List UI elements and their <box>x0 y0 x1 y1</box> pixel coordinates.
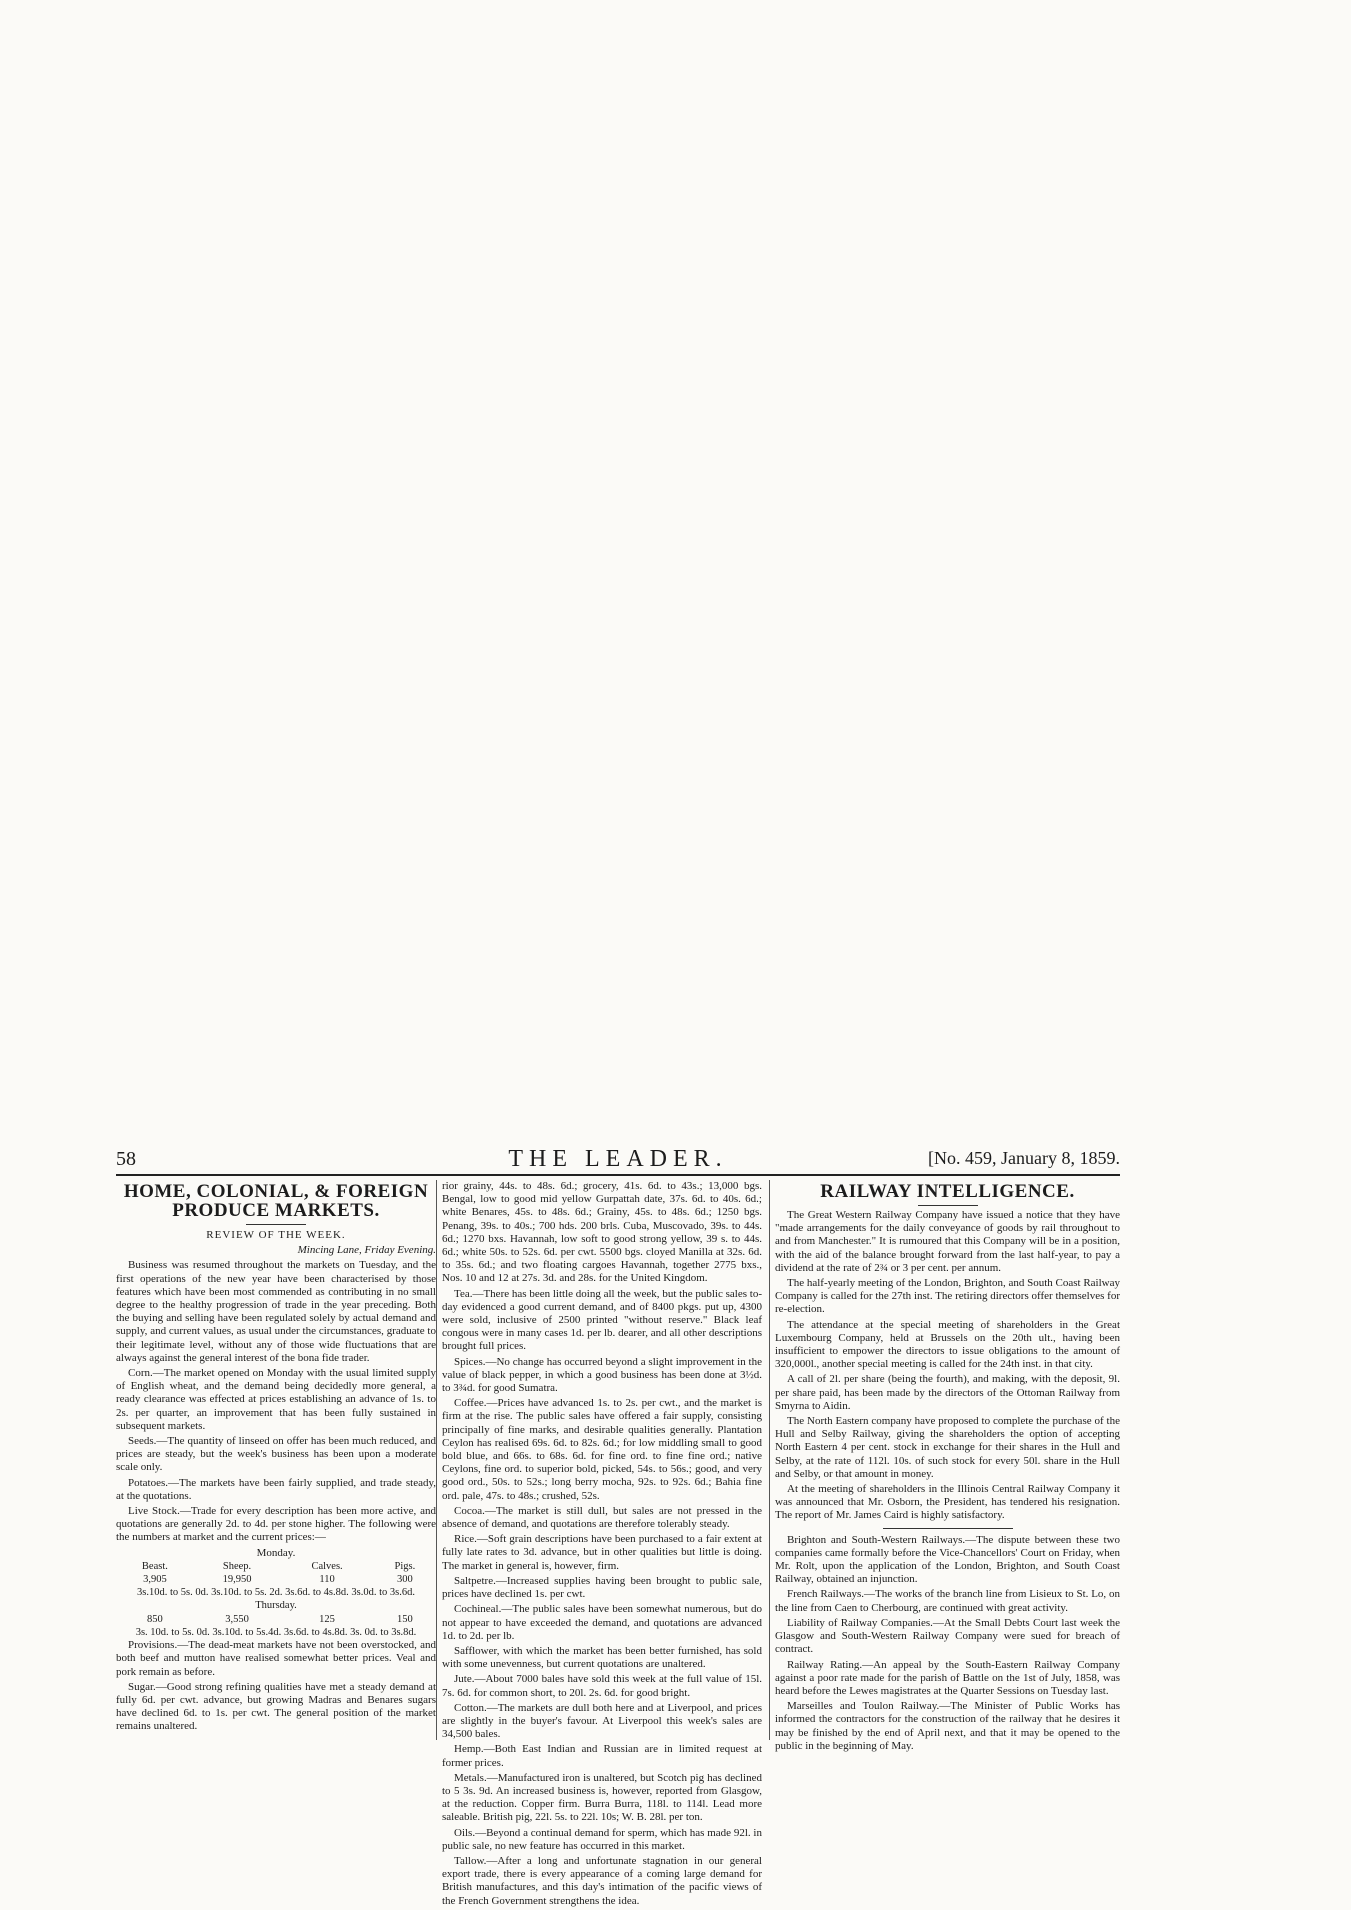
spices-paragraph: Spices.—No change has occurred beyond a slight improvement in the value of black pepper, in which a good business has been done at 3½d. to 3¾d. for good Sumatra. <box>442 1355 762 1395</box>
potatoes-paragraph: Potatoes.—The markets have been fairly supplied, and trade steady, at the quotations. <box>116 1476 436 1502</box>
sugar-paragraph: Sugar.—Good strong refining qualities have met a steady demand at fully 6d. per cwt. advance, but growing Madras and Benares sugars have declined 6d. to 1s. per cwt. The general position of the market remains unaltered. <box>116 1680 436 1733</box>
column-markets <box>116 1180 436 1736</box>
header-sheep: Sheep. <box>222 1560 252 1572</box>
railway-paragraph: Brighton and South-Western Railways.—The dispute between these two companies came formally before the Vice-Chancellors' Court on Friday, when Mr. Rolt, upon the application of the London, Brighton, and South Coast Railway, obtained an injunction. <box>775 1533 1120 1586</box>
thursday-sheep: 3,550 <box>225 1613 249 1625</box>
corn-paragraph: Corn.—The market opened on Monday with the usual limited supply of English wheat, and the demand being decidedly more general, a ready clearance was effected at prices establishing an advance of 1s. to 2s. per quarter, an improvement that has been fully sustained in subsequent markets. <box>116 1367 436 1432</box>
railway-paragraph: The North Eastern company have proposed to complete the purchase of the Hull and Selby Railway, giving the shareholders the option of accepting North Eastern 4 per cent. stock in exchange for their shares in the Hull and Selby, at the rate of 112l. 10s. of such stock for every 50l. share in the Hull and Selby, or that amount in money. <box>775 1415 1120 1480</box>
railway-paragraph: The half-yearly meeting of the London, Brighton, and South Coast Railway Company is called for the 27th inst. The retiring directors offer themselves for re-election. <box>775 1277 1120 1316</box>
column-rule <box>769 1180 770 1740</box>
jute-paragraph: Jute.—About 7000 bales have sold this week at the full value of 15l. 7s. 6d. for common short, to 20l. 2s. 6d. for good bright. <box>442 1673 762 1699</box>
tea-paragraph: Tea.—There has been little doing all the week, but the public sales to-day evidenced a good current demand, and of 8400 pkgs. put up, 4300 were sold, inclusive of 2500 printed "without reserve." Black leaf congous were in many cases 1d. per lb. dearer, and all other descriptions brought full prices. <box>442 1287 762 1353</box>
oils-paragraph: Oils.—Beyond a continual demand for sperm, which has made 92l. in public sale, no new feature has occurred in this market. <box>442 1826 762 1852</box>
coffee-paragraph: Coffee.—Prices have advanced 1s. to 2s. per cwt., and the market is firm at the rise. The public sales have offered a fair supply, consisting principally of fine marks, and desirable qualities generally. Plantation Ceylon has realised 69s. 6d. to 82s. 6d.; for low middling small to good bold blue, and 66s. to 68s. 6d. for fine ord. to fine fine ord.; native Ceylons, fine ord. to superior bold, picked, 54s. to 56s.; good, and very good ord., 50s. to 52s.; long berry mocha, 92s. to 92s. 6d.; Bahia fine ord. pale, 47s. to 48s.; crushed, 52s. <box>442 1397 762 1502</box>
seeds-paragraph: Seeds.—The quantity of linseed on offer has been much reduced, and prices are steady, but the week's business has been upon a moderate scale only. <box>116 1435 436 1474</box>
tallow-paragraph: Tallow.—After a long and unfortunate stagnation in our general export trade, there is every appearance of a coming large demand for British manufactures, and this day's intimation of the pacific views of the French Government strengthens the idea. <box>442 1854 762 1907</box>
markets-intro: Business was resumed throughout the markets on Tuesday, and the first operations of the new year have been characterised by those features which have been most commended as contributing in no small degree to the healthy progression of trade in the year preceding. Both the buying and selling have been regulated solely by actual demand and supply, and current values, as usual under the circumstances, graduate to their legitimate level, without any of those wide fluctuations that are always against the general interest of the bona fide trader. <box>116 1259 436 1364</box>
railway-paragraph: The Great Western Railway Company have issued a notice that they have "made arrangements for the daily conveyance of goods by rail throughout to and from Manchester." It is rumoured that this Company will be in a position, with the aid of the balance brought forward from the last half-year, to pay a dividend at the rate of 2¾ or 3 per cent. per annum. <box>775 1209 1120 1274</box>
railway-paragraph: At the meeting of shareholders in the Illinois Central Railway Company it was announced that Mr. Osborn, the President, has tendered his resignation. The report of Mr. James Caird is highly satisfactory. <box>775 1483 1120 1522</box>
markets-heading-line1: HOME, COLONIAL, & FOREIGN <box>123 1181 429 1202</box>
column-markets-continued <box>442 1180 762 1910</box>
safflower-paragraph: Safflower, with which the market has been better furnished, has sold with some unevenness, but current quotations are unaltered. <box>442 1644 762 1671</box>
divider <box>246 1224 306 1225</box>
cochineal-paragraph: Cochineal.—The public sales have been somewhat numerous, but do not appear to have exceeded the demand, and quotations are advanced 1d. to 2d. per lb. <box>442 1603 762 1642</box>
header-calves: Calves. <box>311 1560 343 1572</box>
divider <box>918 1205 978 1206</box>
monday-sheep: 19,950 <box>222 1574 252 1586</box>
railway-paragraph: Marseilles and Toulon Railway.—The Minister of Public Works has informed the contractors for the construction of the railway that he desires it may be finished by the end of April next, and that it may be opened to the public in the beginning of May. <box>775 1700 1120 1752</box>
provisions-paragraph: Provisions.—The dead-meat markets have not been overstocked, and both beef and mutton have realised somewhat better prices. Veal and pork remain as before. <box>116 1639 436 1678</box>
review-subheading: REVIEW OF THE WEEK. <box>206 1229 346 1241</box>
monday-prices: 3s.10d. to 5s. 0d. 3s.10d. to 5s. 2d. 3s.6d. to 4s.8d. 3s.0d. to 3s.6d. <box>137 1587 415 1599</box>
live-stock-paragraph: Live Stock.—Trade for every description has been more active, and quotations are generally 2d. to 4d. per stone higher. The following were the numbers at market and the current prices:— <box>116 1505 436 1544</box>
cotton-paragraph: Cotton.—The markets are dull both here and at Liverpool, and prices are slightly in the buyer's favour. At Liverpool this week's sales are 34,500 bales. <box>442 1701 762 1741</box>
thursday-calves: 125 <box>319 1613 335 1625</box>
thursday-prices: 3s. 10d. to 5s. 0d. 3s.10d. to 5s.4d. 3s.6d. to 4s.8d. 3s. 0d. to 3s.8d. <box>135 1626 417 1638</box>
stock-table <box>116 1560 436 1639</box>
header-beast: Beast. <box>141 1560 168 1572</box>
monday-calves: 110 <box>319 1574 335 1586</box>
divider <box>883 1528 1013 1529</box>
saltpetre-paragraph: Saltpetre.—Increased supplies having been brought to public sale, prices have declined 1s. per cwt. <box>442 1574 762 1601</box>
rice-paragraph: Rice.—Soft grain descriptions have been purchased to a fair extent at fully late rates to 3d. advance, but in other qualities but little is doing. The market in general is, however, firm. <box>442 1533 762 1572</box>
column-rule <box>436 1180 437 1740</box>
railway-heading: RAILWAY INTELLIGENCE. <box>820 1181 1075 1202</box>
monday-pigs: 300 <box>397 1574 413 1586</box>
header-pigs: Pigs. <box>394 1560 416 1572</box>
metals-paragraph: Metals.—Manufactured iron is unaltered, but Scotch pig has declined to 5 3s. 9d. An increased business is, however, reported from Glasgow, at the reduction. Copper firm. Burra Burra, 118l. to 114l. Lead more saleable. British pig, 22l. 5s. to 22l. 10s; W. B. 28l. per ton. <box>442 1771 762 1824</box>
monday-label: Monday. <box>256 1546 296 1559</box>
railway-paragraph: The attendance at the special meeting of shareholders in the Great Luxembourg Company, held at Brussels on the 20th ult., having been insufficient to empower the directors to issue obligations to the amount of 320,000l., another special meeting is called for the 24th inst. in that city. <box>775 1318 1120 1371</box>
issue-line: [No. 459, January 8, 1859. <box>928 1148 1120 1168</box>
cocoa-paragraph: Cocoa.—The market is still dull, but sales are not pressed in the absence of demand, and quotations are therefore tolerably steady. <box>442 1504 762 1531</box>
railway-paragraph: Railway Rating.—An appeal by the South-Eastern Railway Company against a poor rate made for the parish of Battle on the 1st of July, 1858, was heard before the Lewes magistrates at the Quarter Sessions on Tuesday last. <box>775 1658 1120 1697</box>
thursday-label: Thursday. <box>255 1600 297 1612</box>
hemp-paragraph: Hemp.—Both East Indian and Russian are in limited request at former prices. <box>442 1743 762 1769</box>
monday-beast: 3,905 <box>143 1574 167 1586</box>
railway-paragraph: French Railways.—The works of the branch line from Lisieux to St. Lo, on the line from Caen to Cherbourg, are continued with great activity. <box>775 1588 1120 1614</box>
markets-heading-line2: PRODUCE MARKETS. <box>172 1200 380 1221</box>
dateline: Mincing Lane, Friday Evening. <box>297 1244 436 1257</box>
markets-heading <box>116 1182 436 1220</box>
railway-paragraph: Liability of Railway Companies.—At the Small Debts Court last week the Glasgow and South-Western Railway Company were sued for breach of contract. <box>775 1616 1120 1656</box>
page-number: 58 <box>116 1148 136 1170</box>
railway-paragraph: A call of 2l. per share (being the fourth), and making, with the deposit, 9l. per share paid, has been made by the directors of the Ottoman Railway from Smyrna to Aidin. <box>775 1373 1120 1412</box>
column-railway <box>775 1180 1120 1755</box>
sugar-continued: rior grainy, 44s. to 48s. 6d.; grocery, 41s. 6d. to 43s.; 13,000 bgs. Bengal, low to good mid yellow Gurpattah date, 37s. 6d. to 40s. 6d.; white Benares, 45s. to 48s. 6d.; Grainy, 45s. to 48s. 6d.; 1250 bgs. Penang, 39s. to 40s.; 700 hds. 200 brls. Cuba, Muscovado, 39s. to 44s. 6d.; 1270 bxs. Havannah, low soft to good strong yellow, 39 s. to 44s. 6d.; white 50s. to 52s. 6d. per cwt. 5500 bgs. cloyed Manilla at 32s. 6d. to 35s. 6d.; and two floating cargoes Havannah, together 2775 bxs., Nos. 10 and 12 at 27s. 3d. and 28s. for the United Kingdom. <box>442 1180 762 1285</box>
masthead <box>116 1148 1120 1176</box>
newspaper-title: THE LEADER. <box>508 1146 728 1172</box>
thursday-pigs: 150 <box>397 1613 413 1625</box>
thursday-beast: 850 <box>147 1613 163 1625</box>
